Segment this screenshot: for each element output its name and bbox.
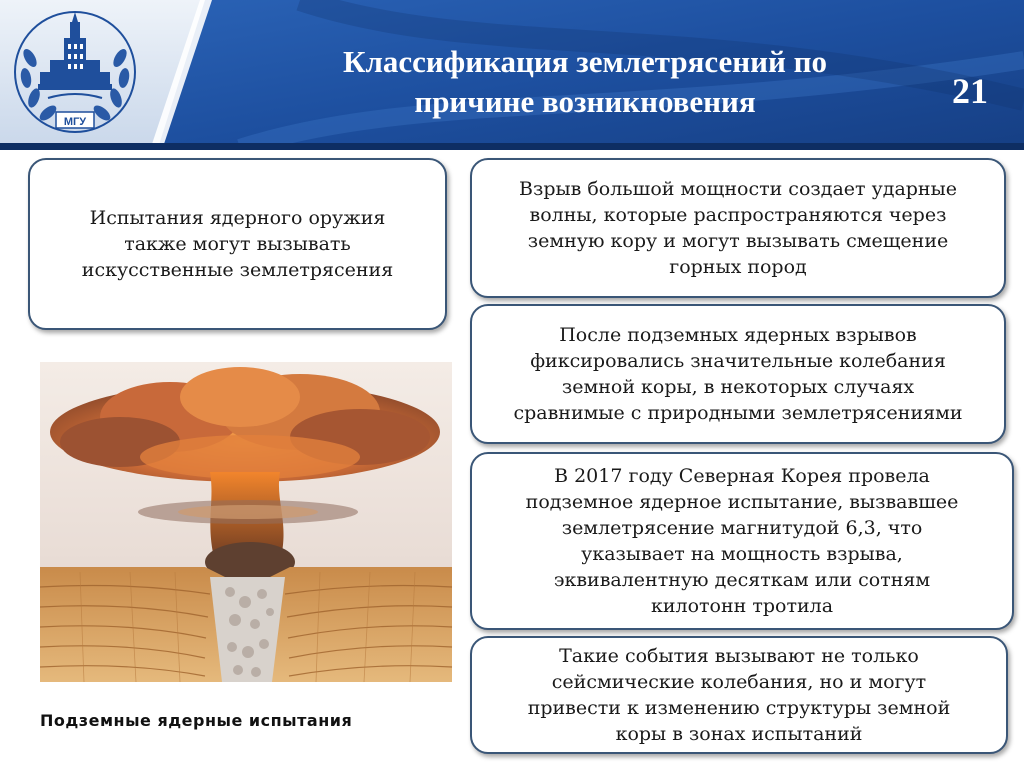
slide-number: 21: [952, 71, 988, 111]
text-line: килотонн тротила: [650, 595, 834, 617]
title-line: Классификация землетрясений по: [343, 44, 827, 79]
text-line: искусственные землетрясения: [81, 259, 394, 281]
text-line: фиксировались значительные колебания: [530, 350, 946, 372]
text-line: После подземных ядерных взрывов: [559, 324, 917, 346]
intro-text-box: [28, 158, 447, 330]
text-line: указывает на мощность взрыва,: [581, 543, 903, 565]
text-line: также могут вызывать: [124, 233, 351, 255]
slide-header: [0, 0, 1024, 150]
text-line: сейсмические колебания, но и могут: [551, 671, 927, 693]
text-line: землетрясение магнитудой 6,3, что: [561, 517, 923, 539]
text-line: В 2017 году Северная Корея провела: [554, 465, 930, 487]
nuclear-explosion-illustration: [40, 362, 452, 682]
text-line: Такие события вызывают не только: [559, 645, 919, 667]
text-line: Взрыв большой мощности создает ударные: [519, 178, 957, 200]
logo-text: МГУ: [63, 116, 87, 128]
text-line: земной коры, в некоторых случаях: [561, 376, 915, 398]
text-line: горных пород: [669, 256, 807, 278]
text-line: эквивалентную десяткам или сотням: [553, 569, 931, 591]
illustration-caption: Подземные ядерные испытания: [40, 711, 353, 730]
slide-title: [225, 42, 945, 122]
text-line: волны, которые распространяются через: [529, 204, 947, 226]
info-box-north-korea: [470, 452, 1014, 630]
ground-cross-section: [40, 567, 452, 682]
text-line: коры в зонах испытаний: [615, 723, 863, 745]
text-line: Испытания ядерного оружия: [89, 207, 386, 229]
msu-logo: [8, 8, 143, 136]
text-line: привести к изменению структуры земной: [527, 697, 951, 719]
info-box-shockwave: [470, 158, 1006, 298]
title-line: причине возникновения: [414, 84, 756, 119]
text-line: подземное ядерное испытание, вызвавшее: [525, 491, 959, 513]
text-line: земную кору и могут вызывать смещение: [527, 230, 949, 252]
text-line: сравнимые с природными землетрясениями: [513, 402, 963, 424]
info-box-consequences: [470, 636, 1008, 754]
info-box-oscillations: [470, 304, 1006, 444]
